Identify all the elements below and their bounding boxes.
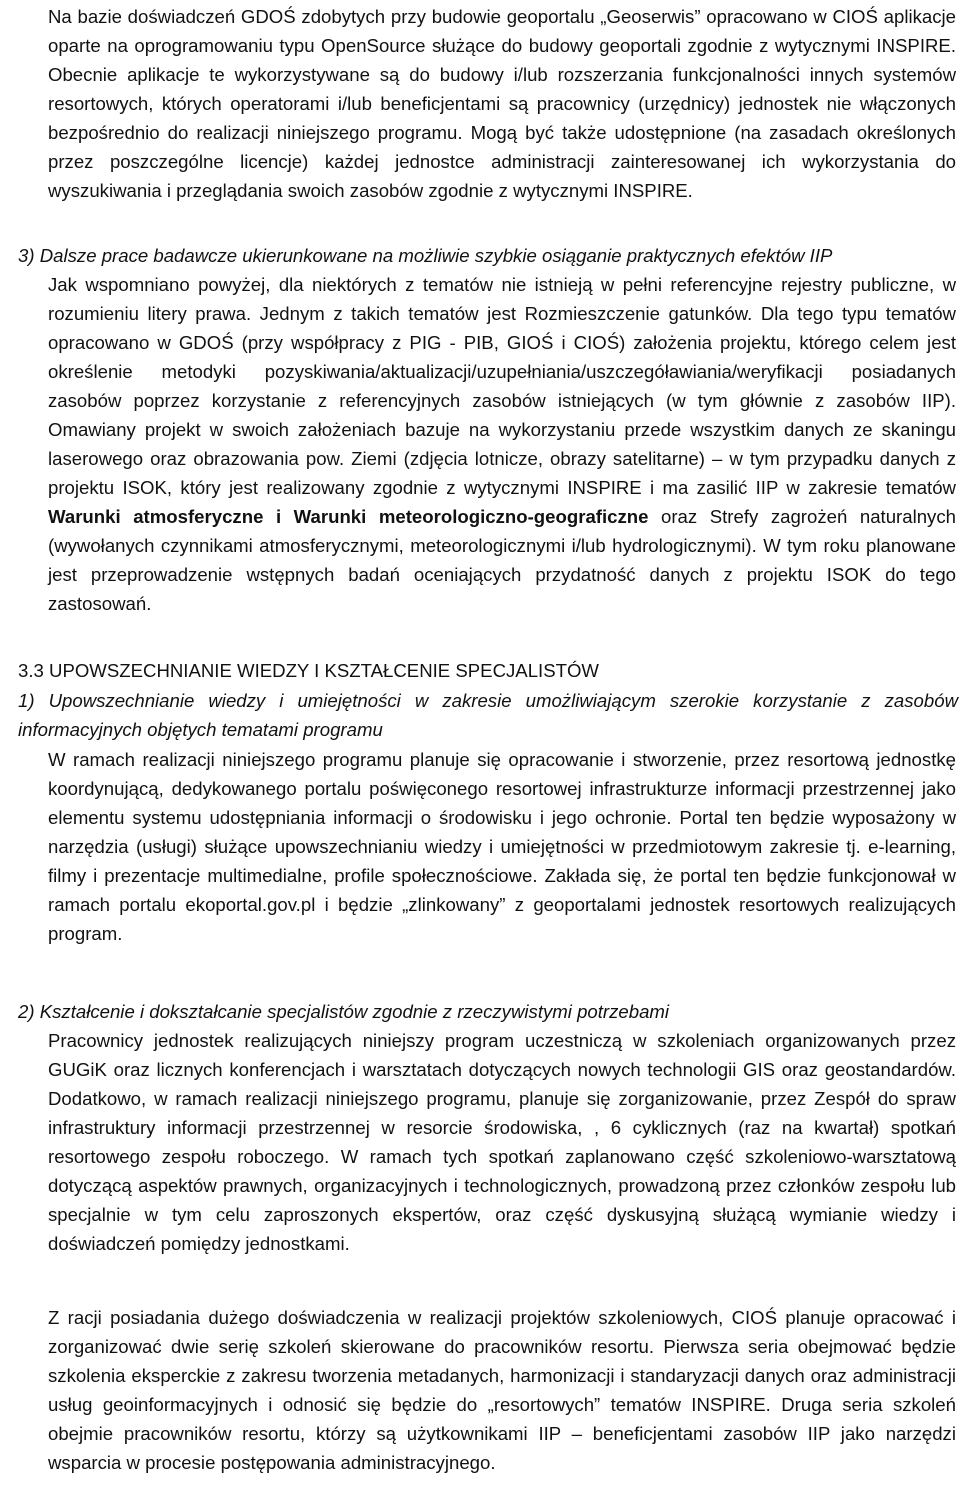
item-3-text-after-bold: oraz Strefy zagrożeń naturalnych (wywołanych czynnikami atmosferycznymi, meteorologicznymi i/lub hydrologicznymi). W tym roku planowane jest przeprowadzenie wstępnych badań oceniających przydatność danych z projektu ISOK do tego zastosowań. <box>48 506 956 614</box>
item-1-paragraph: W ramach realizacji niniejszego programu planuje się opracowanie i stworzenie, przez resortową jednostkę koordynującą, dedykowanego portalu poświęconego resortowej infrastrukturze informacji przestrzennej jako elementu systemu udostępniania informacji o środowisku i jego ochronie. Portal ten będzie wyposażony w narzędzia (usługi) służące upowszechnianiu wiedzy i umiejętności w przedmiotowym zakresie tj. e-learning, filmy i prezentacje multimedialne, profile społecznościowe. Zakłada się, że portal ten będzie funkcjonował w ramach portalu ekoportal.gov.pl i będzie „zlinkowany” z geoportalami jednostek resortowych realizujących program. <box>48 749 956 944</box>
section-3-3-heading: 3.3 UPOWSZECHNIANIE WIEDZY I KSZTAŁCENIE SPECJALISTÓW <box>18 660 599 681</box>
item-3-bold-text: Warunki atmosferyczne i Warunki meteorologiczno-geograficzne <box>48 506 649 527</box>
item-3-paragraph <box>48 270 956 618</box>
item-1-heading: 1) Upowszechnianie wiedzy i umiejętności w zakresie umożliwiającym szerokie korzystanie z zasobów informacyjnych objętych tematami programu <box>18 690 958 740</box>
item-2-heading: 2) Kształcenie i dokształcanie specjalistów zgodnie z rzeczywistymi potrzebami <box>18 1001 670 1022</box>
item-3-text-before-bold: Jak wspomniano powyżej, dla niektórych z tematów nie istnieją w pełni referencyjne rejestry publiczne, w rozumieniu litery prawa. Jednym z takich tematów jest Rozmieszczenie gatunków. Dla tego typu tematów opracowano w GDOŚ (przy współpracy z PIG - PIB, GIOŚ i CIOŚ) założenia projektu, którego celem jest określenie metodyki pozyskiwania/aktualizacji/uzupełniania/uszczegóławiania/weryfikacji posiadanych zasobów poprzez korzystanie z referencyjnych zasobów istniejących (w tym głównie z zasobów IIP). Omawiany projekt w swoich założeniach bazuje na wykorzystaniu przede wszystkim danych ze skaningu laserowego oraz obrazowania pow. Ziemi (zdjęcia lotnicze, obrazy satelitarne) – w tym przypadku danych z projektu ISOK, który jest realizowany zgodnie z wytycznymi INSPIRE i ma zasilić IIP w zakresie tematów <box>48 274 956 498</box>
item-2-paragraph-2: Z racji posiadania dużego doświadczenia w realizacji projektów szkoleniowych, CIOŚ planuje opracować i zorganizować dwie serię szkoleń skierowane do pracowników resortu. Pierwsza seria obejmować będzie szkolenia eksperckie z zakresu tworzenia metadanych, harmonizacji i standaryzacji danych oraz administracji usług geoinformacyjnych i odnosić się będzie do „resortowych” tematów INSPIRE. Druga seria szkoleń obejmie pracowników resortu, którzy są użytkownikami IIP – beneficjentami zasobów IIP jako narzędzi wsparcia w procesie postępowania administracyjnego. <box>48 1307 956 1473</box>
intro-paragraph: Na bazie doświadczeń GDOŚ zdobytych przy budowie geoportalu „Geoserwis” opracowano w CIOŚ aplikacje oparte na oprogramowaniu typu OpenSource służące do budowy geoportali zgodnie z wytycznymi INSPIRE. Obecnie aplikacje te wykorzystywane są do budowy i/lub rozszerzania funkcjonalności innych systemów resortowych, których operatorami i/lub beneficjentami są pracownicy (urzędnicy) jednostek nie włączonych bezpośrednio do realizacji niniejszego programu. Mogą być także udostępnione (na zasadach określonych przez poszczególne licencje) każdej jednostce administracji zainteresowanej ich wykorzystania do wyszukiwania i przeglądania swoich zasobów zgodnie z wytycznymi INSPIRE. <box>48 6 956 201</box>
item-3-heading: 3) Dalsze prace badawcze ukierunkowane na możliwie szybkie osiąganie praktycznych efektów IIP <box>18 245 833 266</box>
item-2-paragraph-1: Pracownicy jednostek realizujących niniejszy program uczestniczą w szkoleniach organizowanych przez GUGiK oraz licznych konferencjach i warsztatach dotyczących nowych technologii GIS oraz geostandardów. Dodatkowo, w ramach realizacji niniejszego programu, planuje się zorganizowanie, przez Zespół do spraw infrastruktury informacji przestrzennej w resorcie środowiska, , 6 cyklicznych (raz na kwartał) spotkań resortowego zespołu roboczego. W ramach tych spotkań zaplanowano część szkoleniowo-warsztatową dotyczącą aspektów prawnych, organizacyjnych i technologicznych, prowadzoną przez członków zespołu lub specjalnie w tym celu zaproszonych ekspertów, oraz część dyskusyjną służącą wymianie wiedzy i doświadczeń pomiędzy jednostkami. <box>48 1030 956 1254</box>
